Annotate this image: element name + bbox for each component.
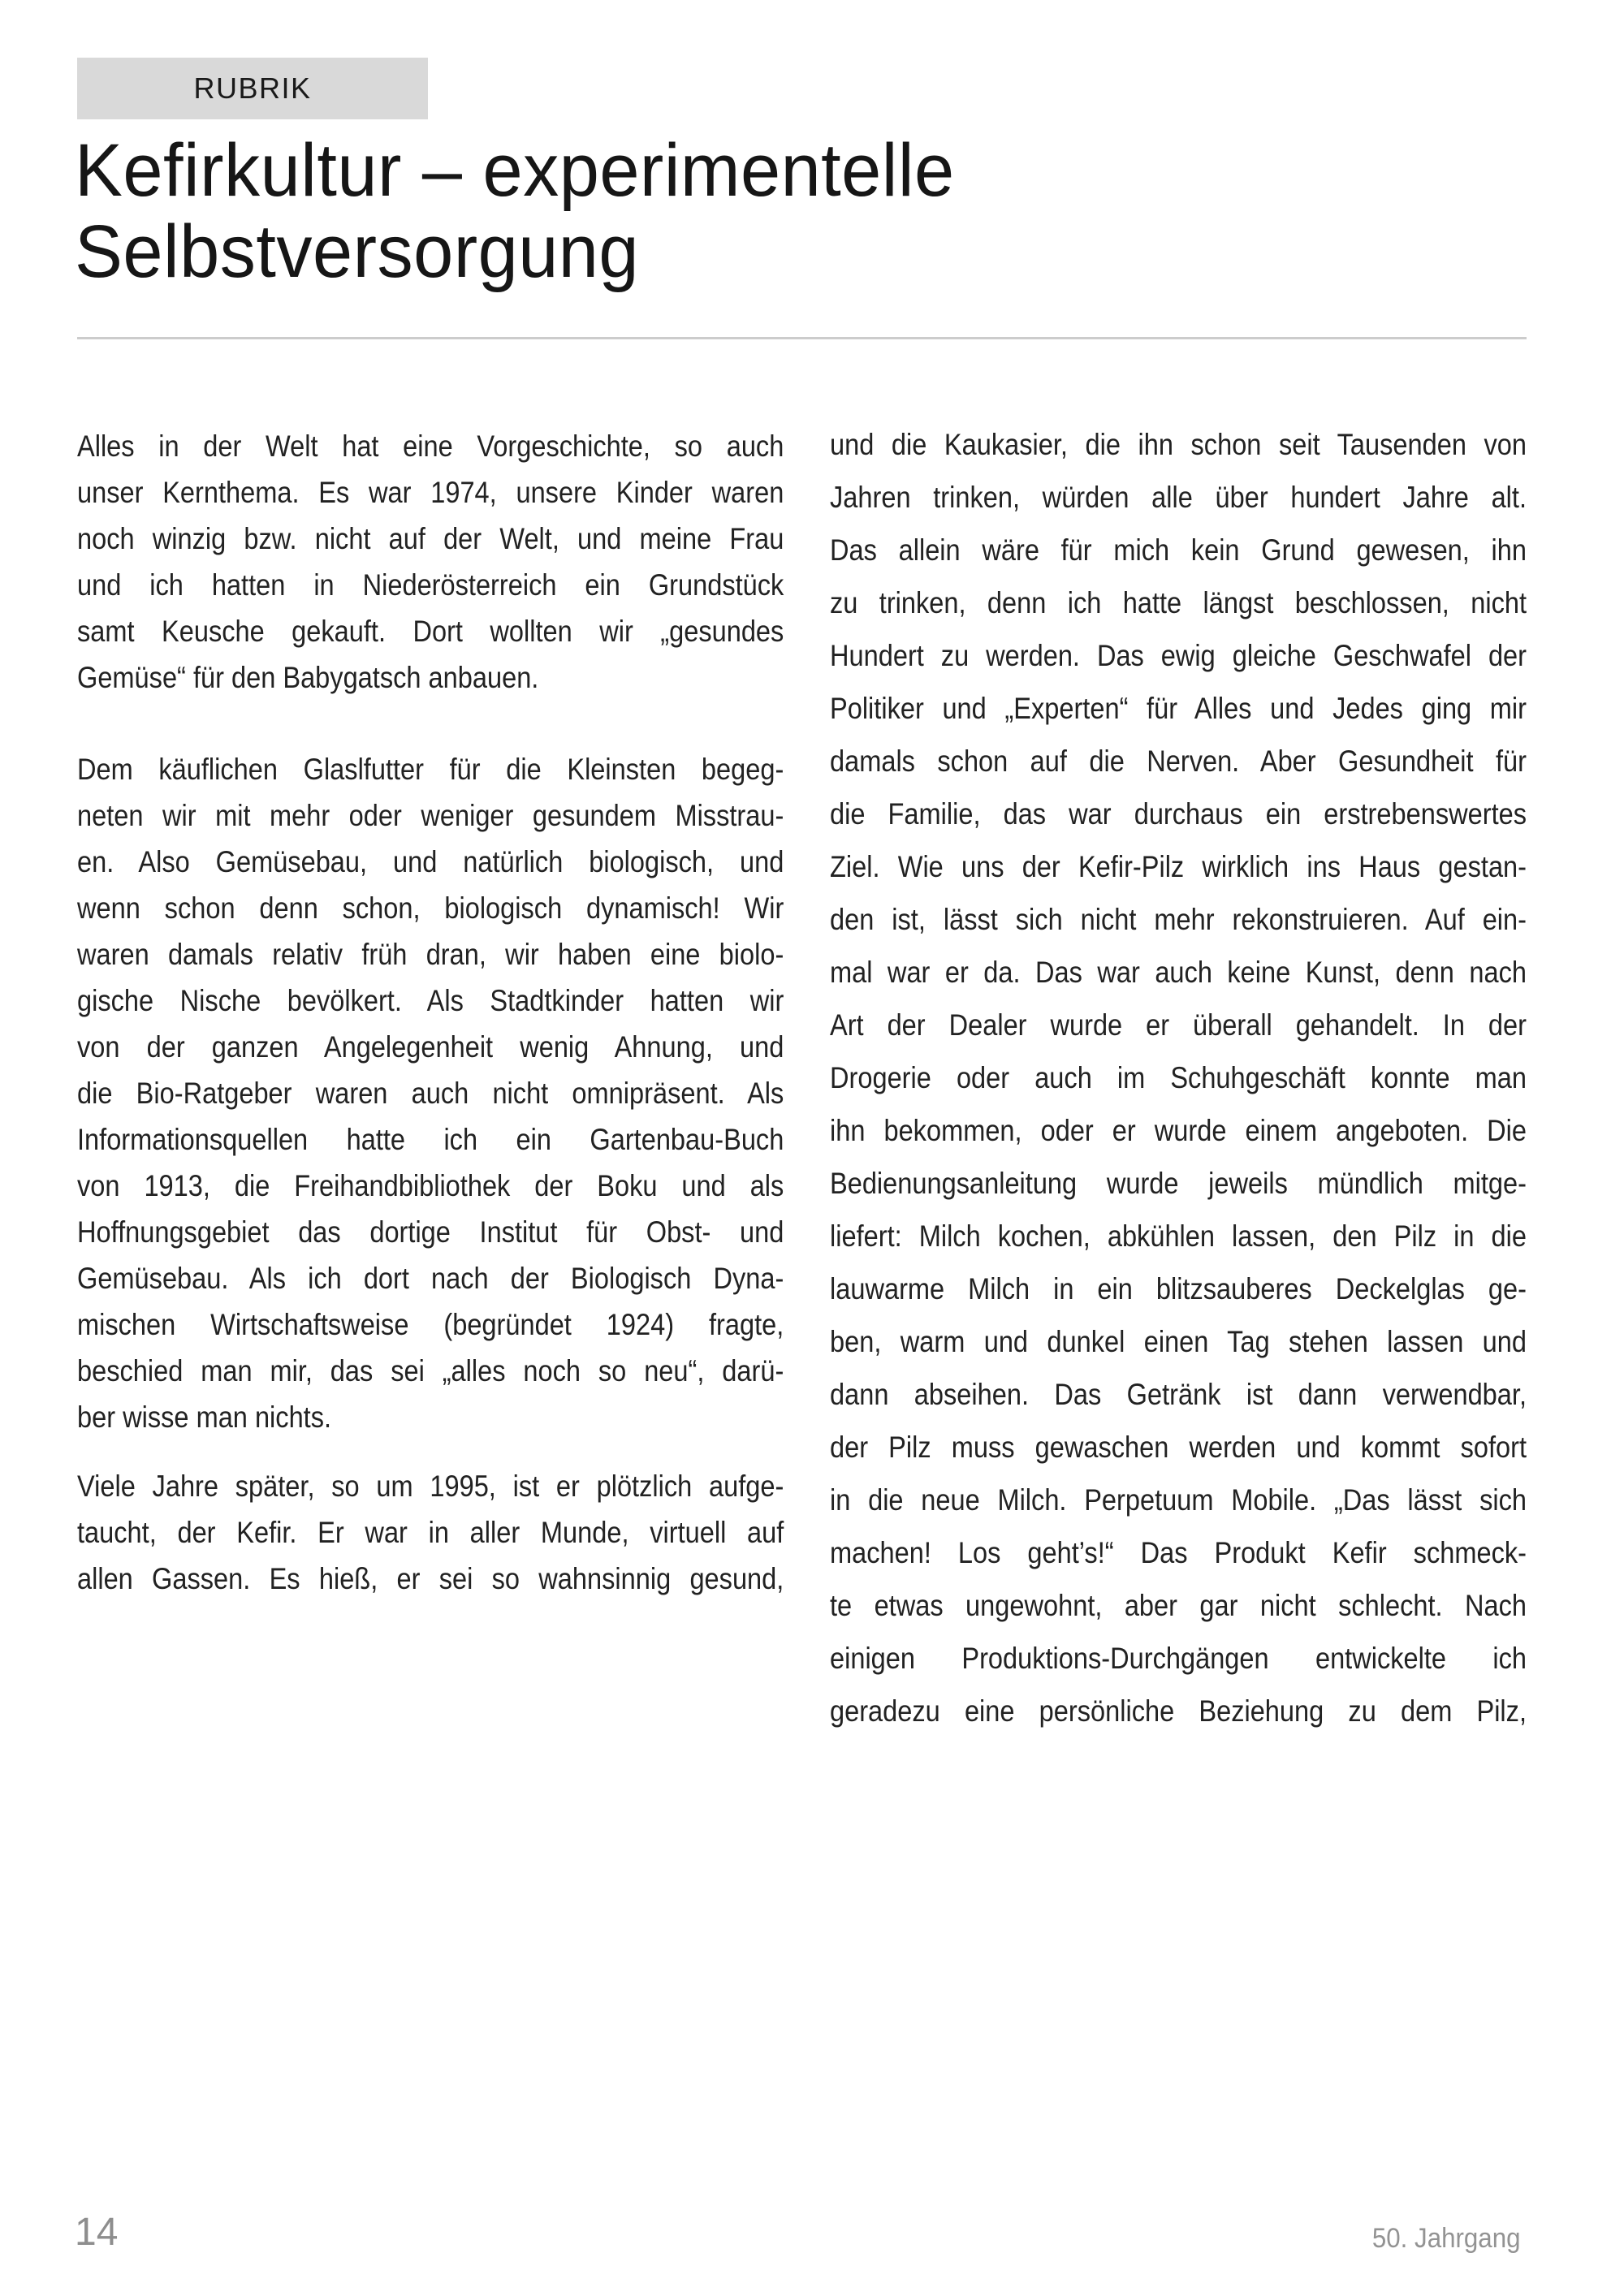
paragraph xyxy=(77,746,784,1440)
rubric-badge xyxy=(77,58,428,119)
text-line: und die Kaukasier, die ihn schon seit Tausenden von xyxy=(830,428,1527,461)
article-column-left xyxy=(77,423,784,1602)
text-line: Das allein wäre für mich kein Grund gewesen, ihn xyxy=(830,533,1527,567)
text-line: Hoffnungsgebiet das dortige Institut für Obst- und xyxy=(77,1215,784,1249)
text-line: beschied man mir, das sei „alles noch so neu“, darü- xyxy=(77,1354,784,1388)
text-line: die Bio-Ratgeber waren auch nicht omnipräsent. Als xyxy=(77,1077,784,1110)
text-line: Bedienungsanleitung wurde jeweils mündlich mitge- xyxy=(830,1167,1527,1200)
text-line: unser Kernthema. Es war 1974, unsere Kinder waren xyxy=(77,476,784,509)
text-line: en. Also Gemüsebau, und natürlich biologisch, und xyxy=(77,845,784,878)
text-line: ber wisse man nichts. xyxy=(77,1400,332,1434)
text-line: zu trinken, denn ich hatte längst beschlossen, nicht xyxy=(830,586,1527,619)
text-line: einigen Produktions-Durchgängen entwickelte ich xyxy=(830,1642,1527,1675)
rubric-label: RUBRIK xyxy=(193,71,312,105)
text-line: waren damals relativ früh dran, wir haben eine biolo- xyxy=(77,938,784,971)
text-line: geradezu eine persönliche Beziehung zu dem Pilz, xyxy=(830,1694,1527,1728)
text-line: liefert: Milch kochen, abkühlen lassen, den Pilz in die xyxy=(830,1219,1527,1253)
text-line: Viele Jahre später, so um 1995, ist er plötzlich aufge- xyxy=(77,1470,784,1503)
text-line: lauwarme Milch in ein blitzsauberes Deckelglas ge- xyxy=(830,1272,1527,1306)
text-line: von 1913, die Freihandbibliothek der Boku und als xyxy=(77,1169,784,1202)
text-line: Alles in der Welt hat eine Vorgeschichte, so auch xyxy=(77,429,784,463)
text-line: mischen Wirtschaftsweise (begründet 1924) fragte, xyxy=(77,1308,784,1341)
text-line: ben, warm und dunkel einen Tag stehen lassen und xyxy=(830,1325,1527,1358)
text-line: te etwas ungewohnt, aber gar nicht schlecht. Nach xyxy=(830,1589,1527,1622)
text-line: von der ganzen Angelegenheit wenig Ahnung, und xyxy=(77,1030,784,1064)
text-line: taucht, der Kefir. Er war in aller Munde, virtuell auf xyxy=(77,1516,784,1549)
text-line: der Pilz muss gewaschen werden und kommt sofort xyxy=(830,1431,1527,1464)
text-line: Gemüse“ für den Babygatsch anbauen. xyxy=(77,661,539,694)
text-line: allen Gassen. Es hieß, er sei so wahnsinnig gesund, xyxy=(77,1562,784,1595)
text-line: und ich hatten in Niederösterreich ein Grundstück xyxy=(77,568,784,602)
paragraph xyxy=(77,423,784,701)
page-title-line-1: Kefirkultur – experimentelle xyxy=(75,129,955,212)
text-line: noch winzig bzw. nicht auf der Welt, und meine Frau xyxy=(77,522,784,555)
text-line: gische Nische bevölkert. Als Stadtkinder hatten wir xyxy=(77,984,784,1017)
page-title-line-2: Selbstversorgung xyxy=(75,210,640,293)
text-line: samt Keusche gekauft. Dort wollten wir „gesundes xyxy=(77,615,784,648)
page-number: 14 xyxy=(75,2211,119,2254)
paragraph xyxy=(77,1463,784,1602)
text-line: Ziel. Wie uns der Kefir-Pilz wirklich ins Haus gestan- xyxy=(830,850,1527,883)
text-line: Dem käuflichen Glaslfutter für die Kleinsten begeg- xyxy=(77,753,784,786)
text-line: Art der Dealer wurde er überall gehandelt. In der xyxy=(830,1008,1527,1042)
text-line: wenn schon denn schon, biologisch dynamisch! Wir xyxy=(77,891,784,925)
text-line: ihn bekommen, oder er wurde einem angeboten. Die xyxy=(830,1114,1527,1147)
text-line: dann abseihen. Das Getränk ist dann verwendbar, xyxy=(830,1378,1527,1411)
volume-label: 50. Jahrgang xyxy=(1371,2223,1520,2254)
text-line: Hundert zu werden. Das ewig gleiche Geschwafel der xyxy=(830,639,1527,672)
text-line: mal war er da. Das war auch keine Kunst, denn nach xyxy=(830,956,1527,989)
text-line: damals schon auf die Nerven. Aber Gesundheit für xyxy=(830,744,1527,778)
text-line: Gemüsebau. Als ich dort nach der Biologisch Dyna- xyxy=(77,1262,784,1295)
text-line: machen! Los geht’s!“ Das Produkt Kefir schmeck- xyxy=(830,1536,1527,1569)
text-line: die Familie, das war durchaus ein erstrebenswertes xyxy=(830,797,1527,831)
text-line: Politiker und „Experten“ für Alles und Jedes ging mir xyxy=(830,692,1527,725)
text-line: in die neue Milch. Perpetuum Mobile. „Das lässt sich xyxy=(830,1483,1527,1517)
text-line: Jahren trinken, würden alle über hundert Jahre alt. xyxy=(830,481,1527,514)
article-column-right xyxy=(830,418,1527,1737)
text-line: Drogerie oder auch im Schuhgeschäft konnte man xyxy=(830,1061,1527,1094)
paragraph xyxy=(830,418,1527,1737)
text-line: neten wir mit mehr oder weniger gesundem Misstrau- xyxy=(77,799,784,832)
text-line: den ist, lässt sich nicht mehr rekonstruieren. Auf ein- xyxy=(830,903,1527,936)
title-divider-rule xyxy=(77,337,1527,339)
page-title xyxy=(75,130,955,292)
text-line: Informationsquellen hatte ich ein Gartenbau-Buch xyxy=(77,1123,784,1156)
